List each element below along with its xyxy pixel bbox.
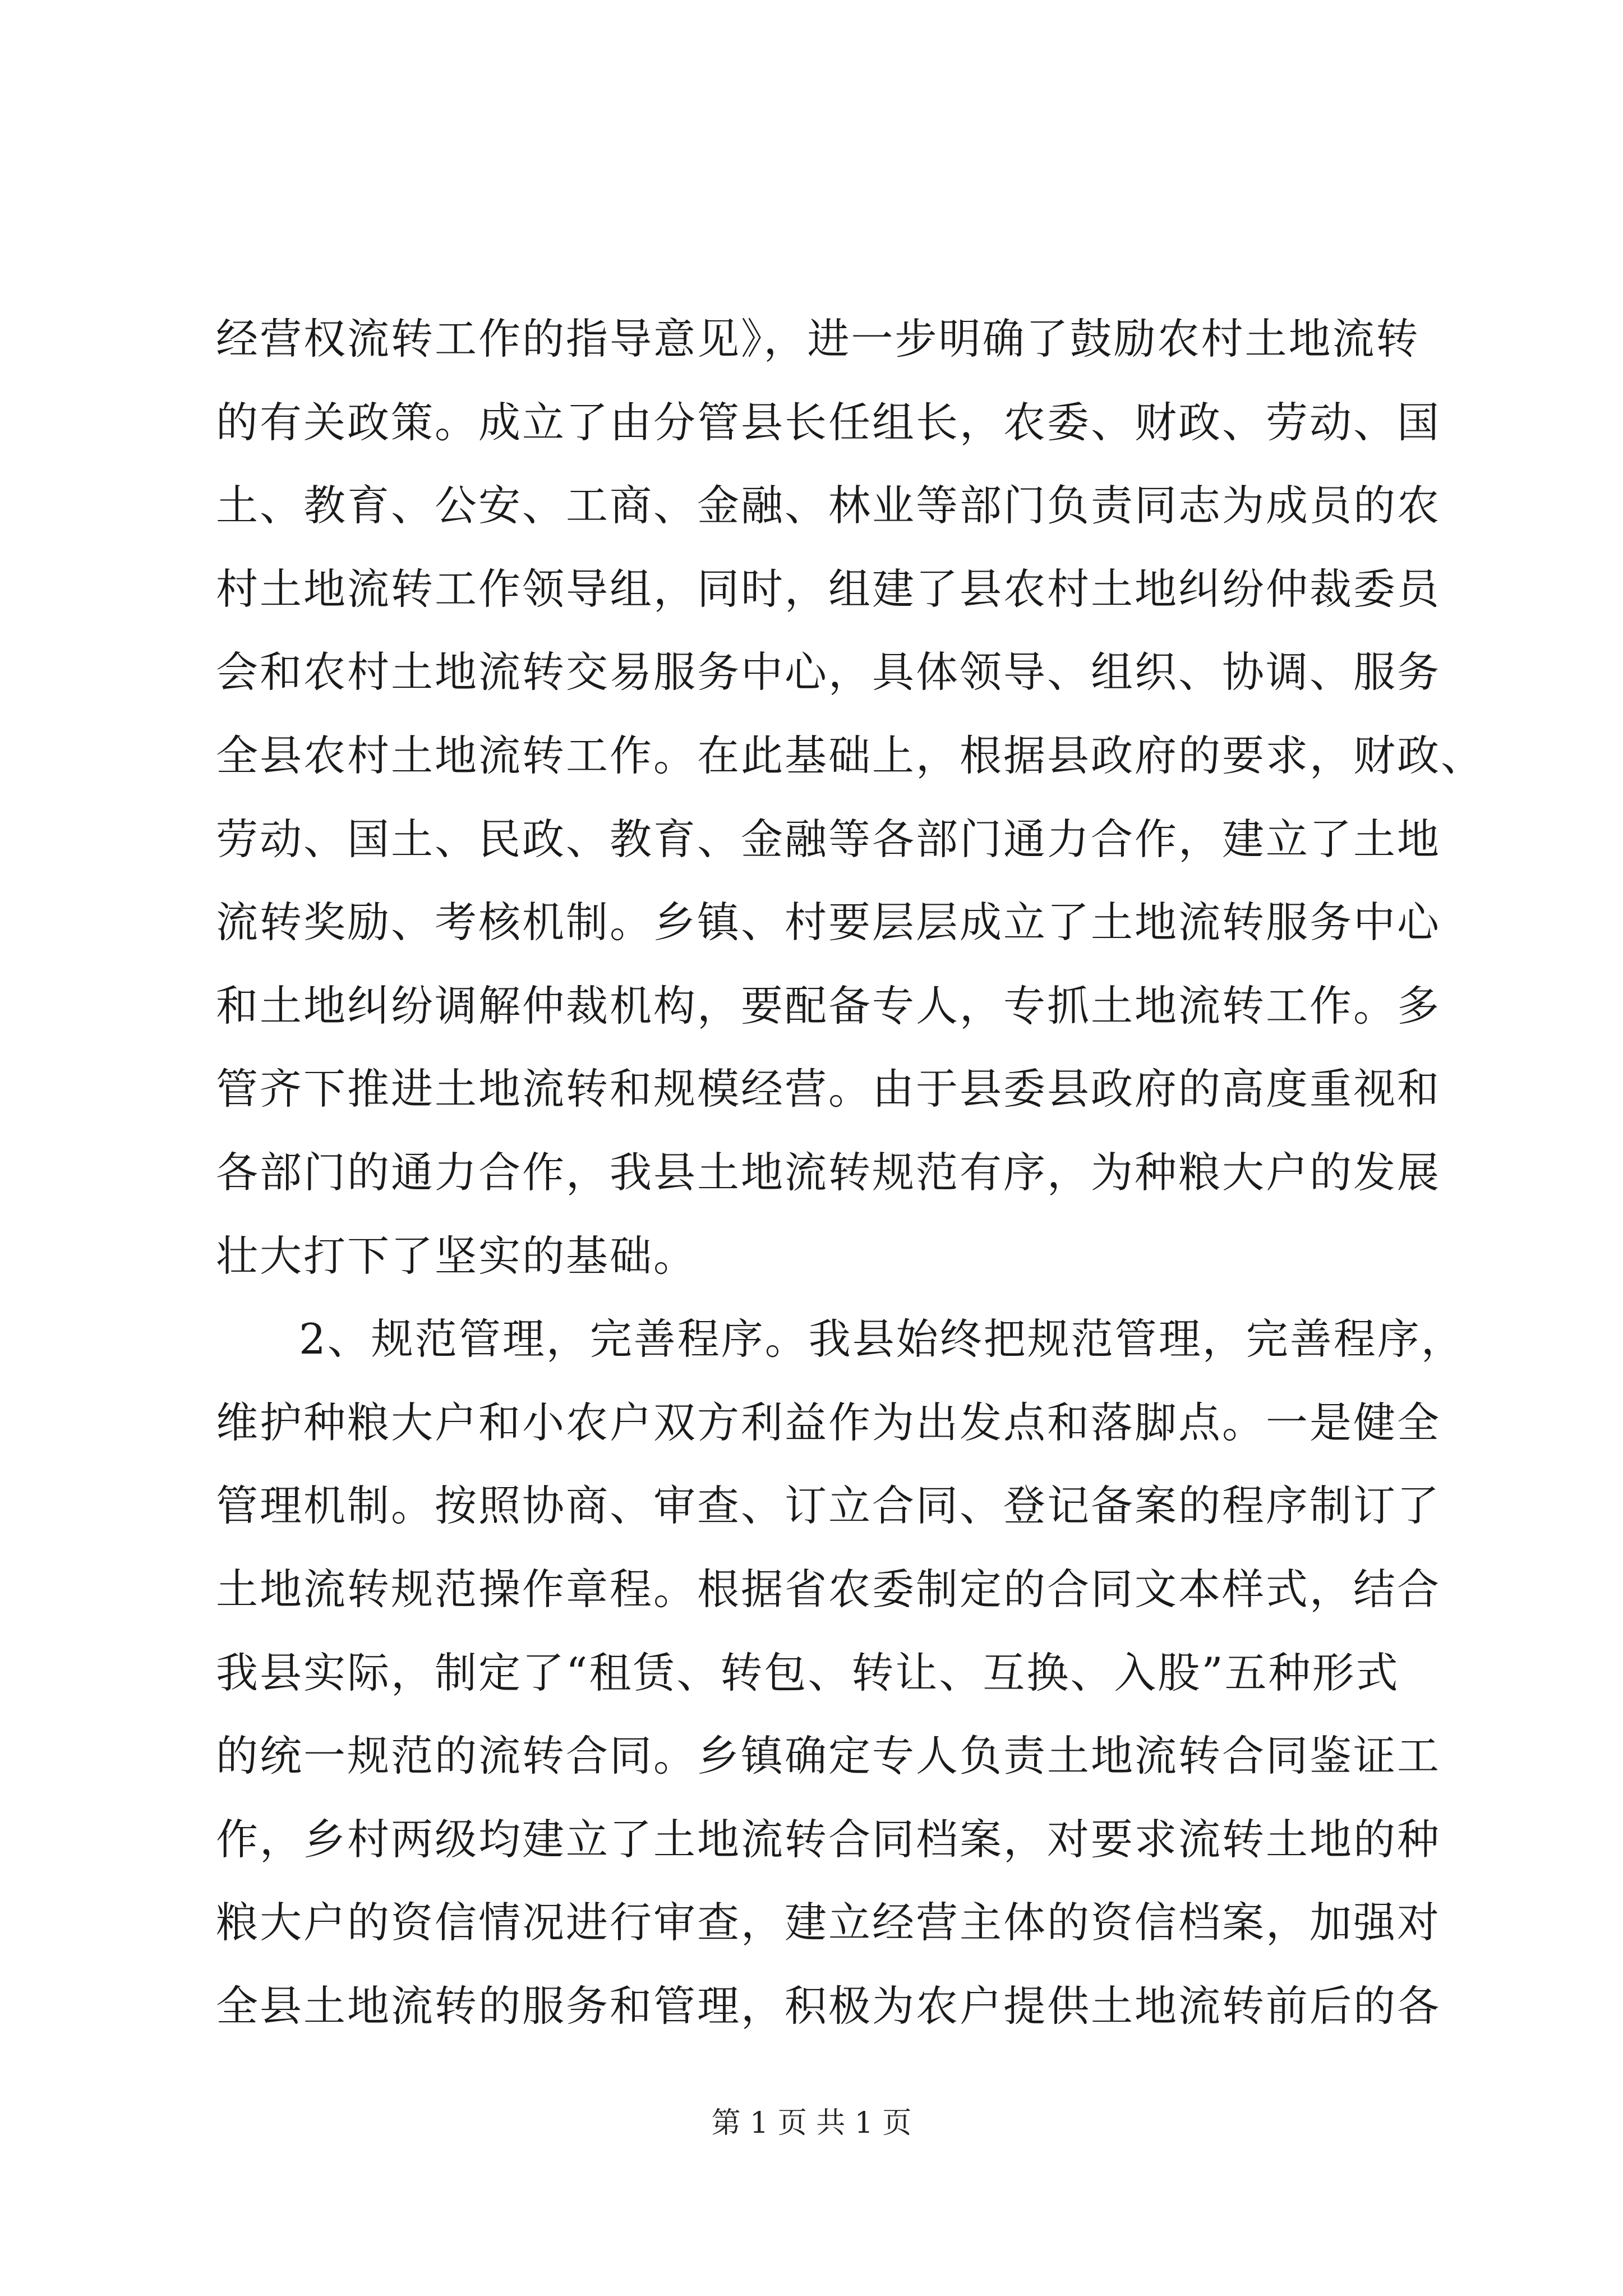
- text-line: 各部门的通力合作，我县土地流转规范有序，为种粮大户的发展: [216, 1147, 1441, 1197]
- text-line: 土、教育、公安、工商、金融、林业等部门负责同志为成员的农: [216, 481, 1441, 531]
- page-footer: 第 1 页 共 1 页: [711, 2106, 912, 2140]
- body-text: [216, 297, 1485, 2047]
- text-line: 流转奖励、考核机制。乡镇、村要层层成立了土地流转服务中心: [216, 898, 1441, 947]
- text-line: 和土地纠纷调解仲裁机构，要配备专人，专抓土地流转工作。多: [216, 981, 1441, 1030]
- text-line: 全县土地流转的服务和管理，积极为农户提供土地流转前后的各: [216, 1981, 1441, 2031]
- text-line: 会和农村土地流转交易服务中心，具体领导、组织、协调、服务: [216, 647, 1441, 697]
- text-line: 管理机制。按照协商、审查、订立合同、登记备案的程序制订了: [216, 1481, 1441, 1531]
- text-line: 村土地流转工作领导组，同时，组建了县农村土地纠纷仲裁委员: [216, 564, 1441, 614]
- text-line: 粮大户的资信情况进行审查，建立经营主体的资信档案，加强对: [216, 1898, 1441, 1948]
- text-line: 全县农村土地流转工作。在此基础上，根据县政府的要求，财政、: [216, 730, 1485, 780]
- text-line: 作，乡村两级均建立了土地流转合同档案，对要求流转土地的种: [216, 1814, 1441, 1864]
- text-line: 土地流转规范操作章程。根据省农委制定的合同文本样式，结合: [216, 1564, 1441, 1614]
- text-line: 的统一规范的流转合同。乡镇确定专人负责土地流转合同鉴证工: [216, 1731, 1441, 1781]
- text-line: 我县实际，制定了“租赁、转包、转让、互换、入股”五种形式: [216, 1648, 1400, 1697]
- paragraph-start-line: 2、规范管理，完善程序。我县始终把规范管理，完善程序，: [299, 1314, 1465, 1364]
- text-line: 维护种粮大户和小农户双方利益作为出发点和落脚点。一是健全: [216, 1397, 1441, 1447]
- text-line: 壮大打下了坚实的基础。: [216, 1231, 698, 1281]
- text-line: 劳动、国土、民政、教育、金融等各部门通力合作，建立了土地: [216, 814, 1441, 864]
- text-line: 的有关政策。成立了由分管县长任组长，农委、财政、劳动、国: [216, 397, 1441, 447]
- text-line: 经营权流转工作的指导意见》，进一步明确了鼓励农村土地流转: [216, 314, 1420, 364]
- text-line: 管齐下推进土地流转和规模经营。由于县委县政府的高度重视和: [216, 1064, 1441, 1114]
